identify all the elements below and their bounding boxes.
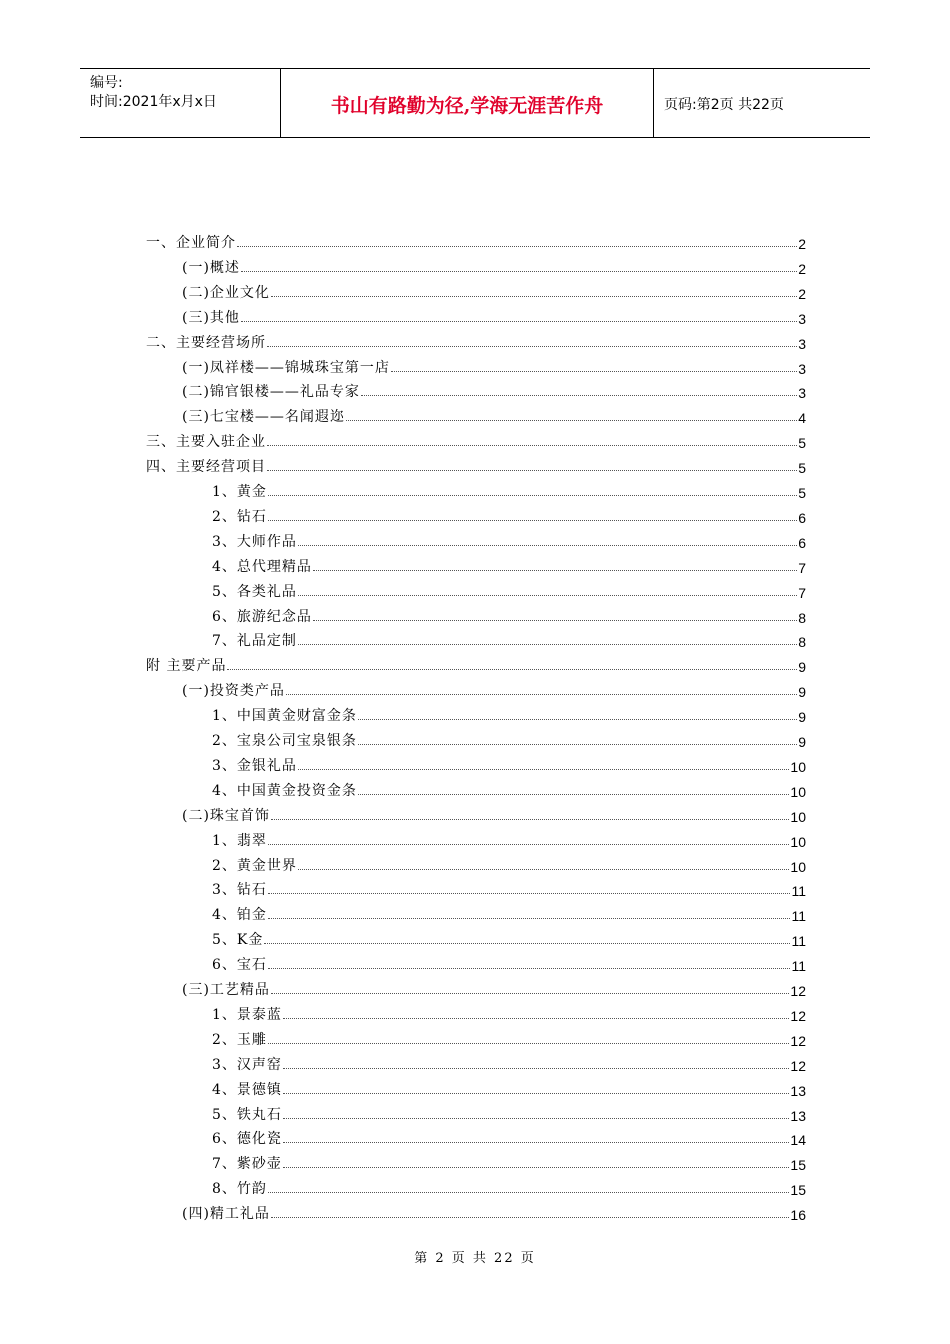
toc-dot-leader bbox=[283, 1141, 790, 1143]
toc-dot-leader bbox=[267, 444, 797, 446]
toc-entry-label: (二)珠宝首饰 bbox=[182, 807, 270, 824]
toc-dot-leader bbox=[271, 295, 797, 297]
toc-entry-page: 2 bbox=[798, 285, 806, 302]
toc-entry-page: 10 bbox=[790, 808, 806, 825]
toc-entry[interactable] bbox=[182, 305, 806, 327]
toc-dot-leader bbox=[346, 419, 797, 421]
toc-entry-label: 3、大师作品 bbox=[212, 533, 297, 550]
toc-dot-leader bbox=[268, 1042, 790, 1044]
toc-entry[interactable] bbox=[212, 853, 806, 875]
toc-entry-label: 4、中国黄金投资金条 bbox=[212, 782, 357, 799]
toc-dot-leader bbox=[271, 818, 789, 820]
toc-dot-leader bbox=[271, 1216, 789, 1218]
toc-entry[interactable] bbox=[212, 504, 806, 526]
toc-entry-label: 3、汉声窑 bbox=[212, 1056, 282, 1073]
toc-entry[interactable] bbox=[212, 778, 806, 800]
toc-entry-page: 9 bbox=[798, 734, 806, 750]
toc-entry[interactable] bbox=[212, 1151, 806, 1173]
toc-dot-leader bbox=[241, 320, 797, 322]
toc-entry-label: 5、K金 bbox=[212, 932, 264, 949]
toc-entry-label: 6、德化瓷 bbox=[212, 1131, 282, 1148]
toc-entry-label: 7、紫砂壶 bbox=[212, 1156, 282, 1173]
toc-entry-page: 5 bbox=[798, 460, 806, 477]
toc-entry[interactable] bbox=[182, 280, 806, 302]
toc-entry-page: 6 bbox=[798, 509, 806, 526]
toc-entry-page: 12 bbox=[790, 1057, 806, 1074]
toc-entry-page: 9 bbox=[798, 709, 806, 726]
toc-entry[interactable] bbox=[212, 728, 806, 750]
toc-dot-leader bbox=[283, 1092, 790, 1094]
toc-entry-label: (三)工艺精品 bbox=[182, 982, 270, 998]
toc-entry-label: (四)精工礼品 bbox=[182, 1206, 270, 1223]
toc-dot-leader bbox=[268, 1191, 790, 1193]
toc-entry-label: 1、中国黄金财富金条 bbox=[212, 708, 357, 725]
toc-entry-label: (一)投资类产品 bbox=[182, 683, 285, 700]
toc-entry-label: 1、景泰蓝 bbox=[212, 1006, 282, 1023]
toc-entry-page: 13 bbox=[790, 1082, 806, 1099]
toc-entry[interactable] bbox=[212, 902, 806, 924]
toc-entry-page: 11 bbox=[791, 883, 806, 900]
toc-dot-leader bbox=[268, 843, 790, 845]
toc-entry-label: 4、总代理精品 bbox=[212, 558, 312, 575]
toc-entry-label: 5、铁丸石 bbox=[212, 1106, 282, 1123]
toc-entry[interactable] bbox=[212, 554, 806, 576]
toc-entry-page: 10 bbox=[790, 758, 806, 775]
toc-entry[interactable] bbox=[146, 653, 806, 675]
toc-entry-label: 8、竹韵 bbox=[212, 1181, 267, 1198]
toc-dot-leader bbox=[286, 693, 797, 695]
toc-entry-label: (二)锦官银楼——礼品专家 bbox=[182, 384, 360, 401]
header-page-cell bbox=[653, 69, 871, 137]
toc-entry[interactable] bbox=[212, 479, 806, 501]
toc-dot-leader bbox=[283, 1117, 790, 1119]
toc-entry[interactable] bbox=[182, 977, 806, 999]
header-page-code: 页码:第2页 共22页 bbox=[664, 97, 784, 113]
toc-dot-leader bbox=[268, 892, 791, 894]
toc-entry-label: (一)概述 bbox=[182, 259, 240, 276]
toc-entry-page: 8 bbox=[798, 609, 806, 626]
toc-entry[interactable] bbox=[212, 1176, 806, 1198]
toc-dot-leader bbox=[298, 868, 790, 870]
toc-entry[interactable] bbox=[146, 330, 806, 352]
toc-dot-leader bbox=[313, 569, 797, 571]
toc-entry[interactable] bbox=[146, 230, 806, 252]
toc-entry-label: 1、翡翠 bbox=[212, 832, 267, 849]
toc-entry[interactable] bbox=[182, 379, 806, 401]
toc-entry-page: 11 bbox=[791, 958, 806, 975]
toc-entry-label: 3、钻石 bbox=[212, 882, 267, 899]
toc-entry-label: 一、企业简介 bbox=[146, 235, 236, 251]
toc-entry[interactable] bbox=[212, 877, 806, 899]
toc-entry-page: 16 bbox=[790, 1207, 806, 1224]
toc-entry-label: 3、金银礼品 bbox=[212, 757, 297, 774]
toc-dot-leader bbox=[283, 1166, 790, 1168]
toc-entry-page: 11 bbox=[791, 908, 806, 925]
toc-entry-page: 12 bbox=[790, 1007, 806, 1024]
toc-entry[interactable] bbox=[212, 703, 806, 725]
toc-entry-page: 12 bbox=[790, 1032, 806, 1049]
page-footer: 第 2 页 共 22 页 bbox=[414, 1251, 536, 1266]
toc-entry-page: 3 bbox=[798, 385, 806, 402]
toc-entry[interactable] bbox=[212, 952, 806, 974]
toc-entry-label: 4、铂金 bbox=[212, 907, 267, 924]
toc-entry-page: 11 bbox=[791, 933, 806, 950]
toc-entry[interactable] bbox=[182, 803, 806, 825]
toc-entry-page: 9 bbox=[798, 659, 806, 676]
toc-dot-leader bbox=[358, 793, 790, 795]
toc-dot-leader bbox=[268, 519, 797, 521]
toc-entry-label: 二、主要经营场所 bbox=[146, 334, 266, 351]
toc-entry-page: 13 bbox=[790, 1107, 806, 1124]
toc-entry-page: 8 bbox=[798, 634, 806, 651]
toc-entry[interactable] bbox=[212, 1077, 806, 1099]
header-motto: 书山有路勤为径,学海无涯苦作舟 bbox=[330, 95, 604, 117]
toc-dot-leader bbox=[268, 967, 791, 969]
toc-entry-page: 5 bbox=[798, 435, 806, 452]
toc-entry-page: 2 bbox=[798, 236, 806, 252]
toc-entry[interactable] bbox=[212, 1102, 806, 1124]
toc-entry-page: 10 bbox=[790, 833, 806, 850]
toc-dot-leader bbox=[237, 245, 797, 247]
toc-entry-label: 6、旅游纪念品 bbox=[212, 608, 312, 625]
toc-dot-leader bbox=[391, 370, 797, 372]
toc-entry[interactable] bbox=[212, 753, 806, 775]
toc-dot-leader bbox=[283, 1017, 790, 1019]
toc-entry-label: 6、宝石 bbox=[212, 957, 267, 974]
toc-entry[interactable] bbox=[212, 628, 806, 650]
toc-dot-leader bbox=[268, 917, 791, 919]
toc-entry-label: 1、黄金 bbox=[212, 484, 267, 500]
toc-entry-label: 2、宝泉公司宝泉银条 bbox=[212, 733, 357, 749]
toc-dot-leader bbox=[268, 494, 797, 496]
toc-entry[interactable] bbox=[212, 1126, 806, 1148]
toc-entry[interactable] bbox=[182, 355, 806, 377]
toc-entry-page: 3 bbox=[798, 360, 806, 377]
toc-entry[interactable] bbox=[212, 604, 806, 626]
toc-entry[interactable] bbox=[146, 454, 806, 476]
header-meta-cell bbox=[80, 69, 281, 137]
toc-entry-page: 15 bbox=[790, 1157, 806, 1174]
toc-entry-page: 5 bbox=[798, 485, 806, 501]
toc-dot-leader bbox=[358, 718, 797, 720]
toc-entry-label: 5、各类礼品 bbox=[212, 583, 297, 600]
toc-dot-leader bbox=[361, 394, 797, 396]
toc-entry[interactable] bbox=[182, 255, 806, 277]
toc-dot-leader bbox=[298, 544, 797, 546]
toc-entry-page: 12 bbox=[790, 983, 806, 999]
toc-entry[interactable] bbox=[212, 1052, 806, 1074]
toc-dot-leader bbox=[298, 643, 797, 645]
toc-entry[interactable] bbox=[182, 678, 806, 700]
toc-dot-leader bbox=[227, 668, 797, 670]
toc-entry-label: (一)凤祥楼——锦城珠宝第一店 bbox=[182, 359, 390, 376]
toc-entry-label: 附 主要产品 bbox=[146, 658, 227, 675]
toc-dot-leader bbox=[358, 743, 797, 745]
toc-dot-leader bbox=[264, 942, 790, 944]
toc-entry-label: 7、礼品定制 bbox=[212, 633, 297, 650]
toc-dot-leader bbox=[267, 345, 797, 347]
page-header bbox=[80, 68, 870, 138]
toc-entry-page: 14 bbox=[790, 1132, 806, 1149]
toc-dot-leader bbox=[298, 594, 797, 596]
toc-entry-page: 10 bbox=[790, 858, 806, 875]
toc-entry[interactable] bbox=[182, 404, 806, 426]
toc-entry-page: 10 bbox=[790, 783, 806, 800]
toc-entry[interactable] bbox=[212, 1027, 806, 1049]
toc-dot-leader bbox=[313, 619, 797, 621]
document-time: 时间:2021年x月x日 bbox=[90, 94, 217, 110]
toc-entry-label: 4、景德镇 bbox=[212, 1081, 282, 1098]
toc-entry-label: 2、玉雕 bbox=[212, 1031, 267, 1048]
toc-dot-leader bbox=[241, 270, 797, 272]
toc-entry-label: 三、主要入驻企业 bbox=[146, 434, 266, 451]
toc-entry-page: 6 bbox=[798, 534, 806, 551]
toc-entry[interactable] bbox=[182, 1201, 806, 1223]
toc-entry-page: 15 bbox=[790, 1182, 806, 1199]
toc-entry-label: (二)企业文化 bbox=[182, 284, 270, 301]
toc-entry[interactable] bbox=[212, 579, 806, 601]
toc-entry-page: 2 bbox=[798, 260, 806, 277]
toc-dot-leader bbox=[271, 992, 789, 994]
toc-entry-page: 7 bbox=[798, 559, 806, 576]
toc-entry-page: 9 bbox=[798, 684, 806, 701]
toc-entry-label: 四、主要经营项目 bbox=[146, 459, 266, 476]
toc-entry-page: 3 bbox=[798, 310, 806, 327]
toc-entry-page: 7 bbox=[798, 584, 806, 601]
toc-entry-label: 2、黄金世界 bbox=[212, 857, 297, 874]
toc-entry[interactable] bbox=[212, 529, 806, 551]
header-motto-cell bbox=[281, 69, 653, 137]
toc-entry-label: (三)七宝楼——名闻遐迩 bbox=[182, 409, 345, 426]
document-number: 编号: bbox=[90, 75, 123, 91]
toc-dot-leader bbox=[298, 768, 790, 770]
toc-entry[interactable] bbox=[212, 1002, 806, 1024]
toc-entry-label: (三)其他 bbox=[182, 309, 240, 326]
toc-entry-page: 3 bbox=[798, 335, 806, 352]
toc-entry[interactable] bbox=[212, 828, 806, 850]
toc-entry-label: 2、钻石 bbox=[212, 508, 267, 525]
toc-entry-page: 4 bbox=[798, 410, 806, 427]
toc-entry[interactable] bbox=[146, 429, 806, 451]
toc-dot-leader bbox=[283, 1067, 790, 1069]
toc-entry[interactable] bbox=[212, 927, 806, 949]
toc-dot-leader bbox=[267, 469, 797, 471]
